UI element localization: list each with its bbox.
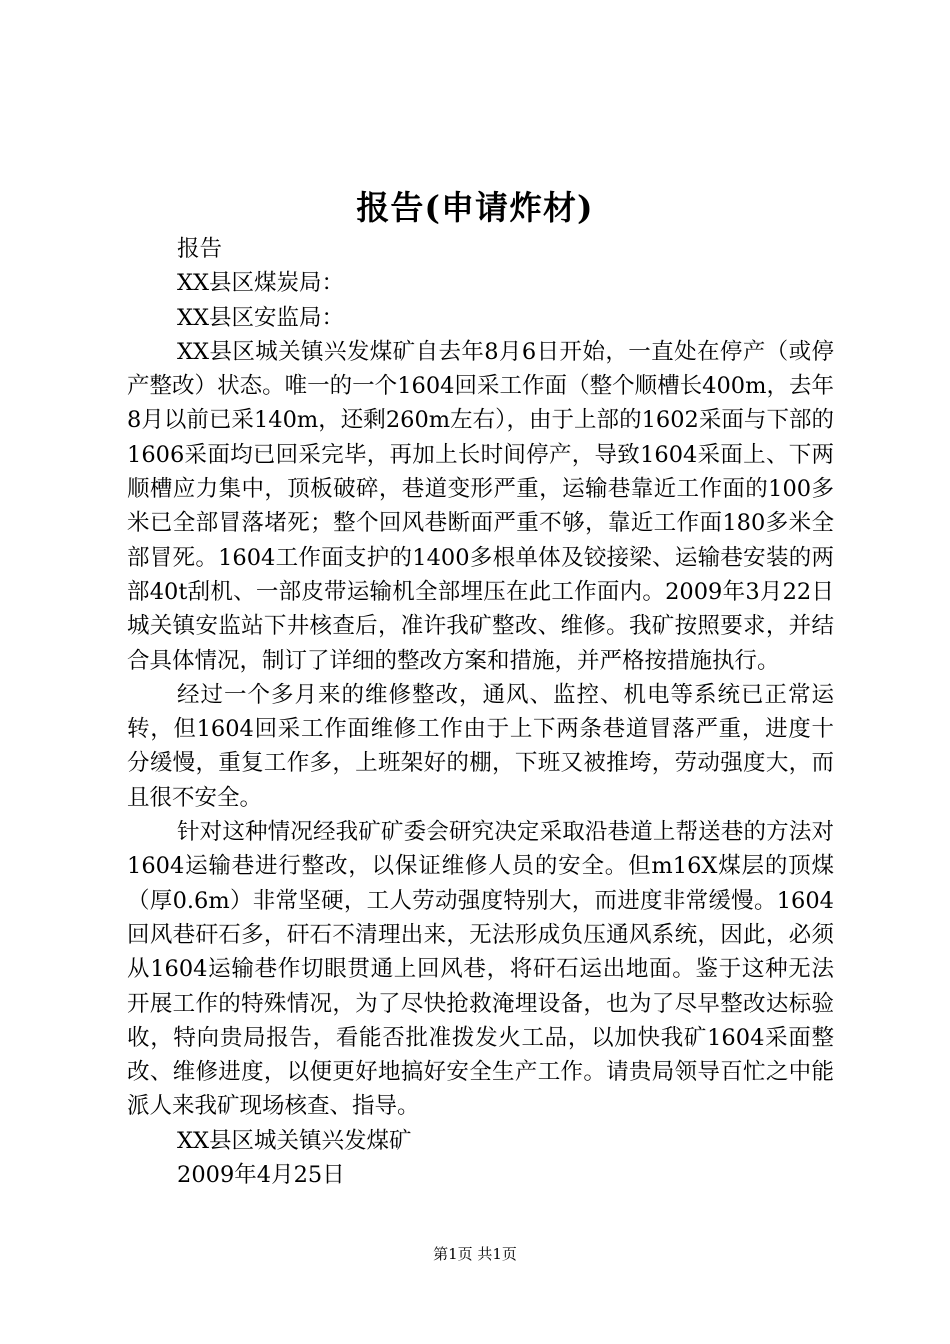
heading-line: 报告 xyxy=(177,236,223,262)
recipient-coal-bureau: XX县区煤炭局： xyxy=(177,270,345,297)
paragraph-request: 针对这种情况经我矿矿委会研究决定采取沿巷道上帮送巷的方法对1604运输巷进行整改，以保证维修人员的安全。但m16X煤层的顶煤（厚0.6m）非常坚硬，工人劳动强度特别大，而进度非常缓慢。1604回风巷矸石多，矸石不清理出来，无法形成负压通风系统，因此，必须从1604运输巷作切眼贯通上回风巷，将矸石运出地面。鉴于这种无法开展工作的特殊情况，为了尽快抢救淹埋设备，也为了尽早整改达标验收，特向贵局报告，看能否批准拨发火工品，以加快我矿1604采面整改、维修进度，以便更好地搞好安全生产工作。请贵局领导百忙之中能派人来我矿现场核查、指导。 xyxy=(127,819,834,1120)
paragraph-background: XX县区城关镇兴发煤矿自去年8月6日开始，一直处在停产（或停产整改）状态。唯一的一个1604回采工作面（整个顺槽长400m，去年8月以前已采140m，还剩260m左右），由于上部的1602采面与下部的1606采面均已回采完毕，再加上长时间停产，导致1604采面上、下两顺槽应力集中，顶板破碎，巷道变形严重，运输巷靠近工作面的100多米已全部冒落堵死；整个回风巷断面严重不够，靠近工作面180多米全部冒死。1604工作面支护的1400多根单体及铰接梁、运输巷安装的两部40t刮机、一部皮带运输机全部埋压在此工作面内。2009年3月22日城关镇安监站下井核查后，准许我矿整改、维修。我矿按照要求，并结合具体情况，制订了详细的整改方案和措施，并严格按措施执行。 xyxy=(127,338,834,674)
date-line: 2009年4月25日 xyxy=(177,1162,345,1189)
page-footer: 第1页 共1页 xyxy=(433,1245,517,1263)
document-title: 报告(申请炸材) xyxy=(356,188,594,227)
paragraph-progress: 经过一个多月来的维修整改，通风、监控、机电等系统已正常运转，但1604回采工作面维修工作由于上下两条巷道冒落严重，进度十分缓慢，重复工作多，上班架好的棚，下班又被推垮，劳动强度大，而且很不安全。 xyxy=(127,681,834,811)
recipient-safety-bureau: XX县区安监局： xyxy=(177,304,345,331)
signature-line: XX县区城关镇兴发煤矿 xyxy=(177,1127,412,1154)
document-body xyxy=(127,232,834,1192)
